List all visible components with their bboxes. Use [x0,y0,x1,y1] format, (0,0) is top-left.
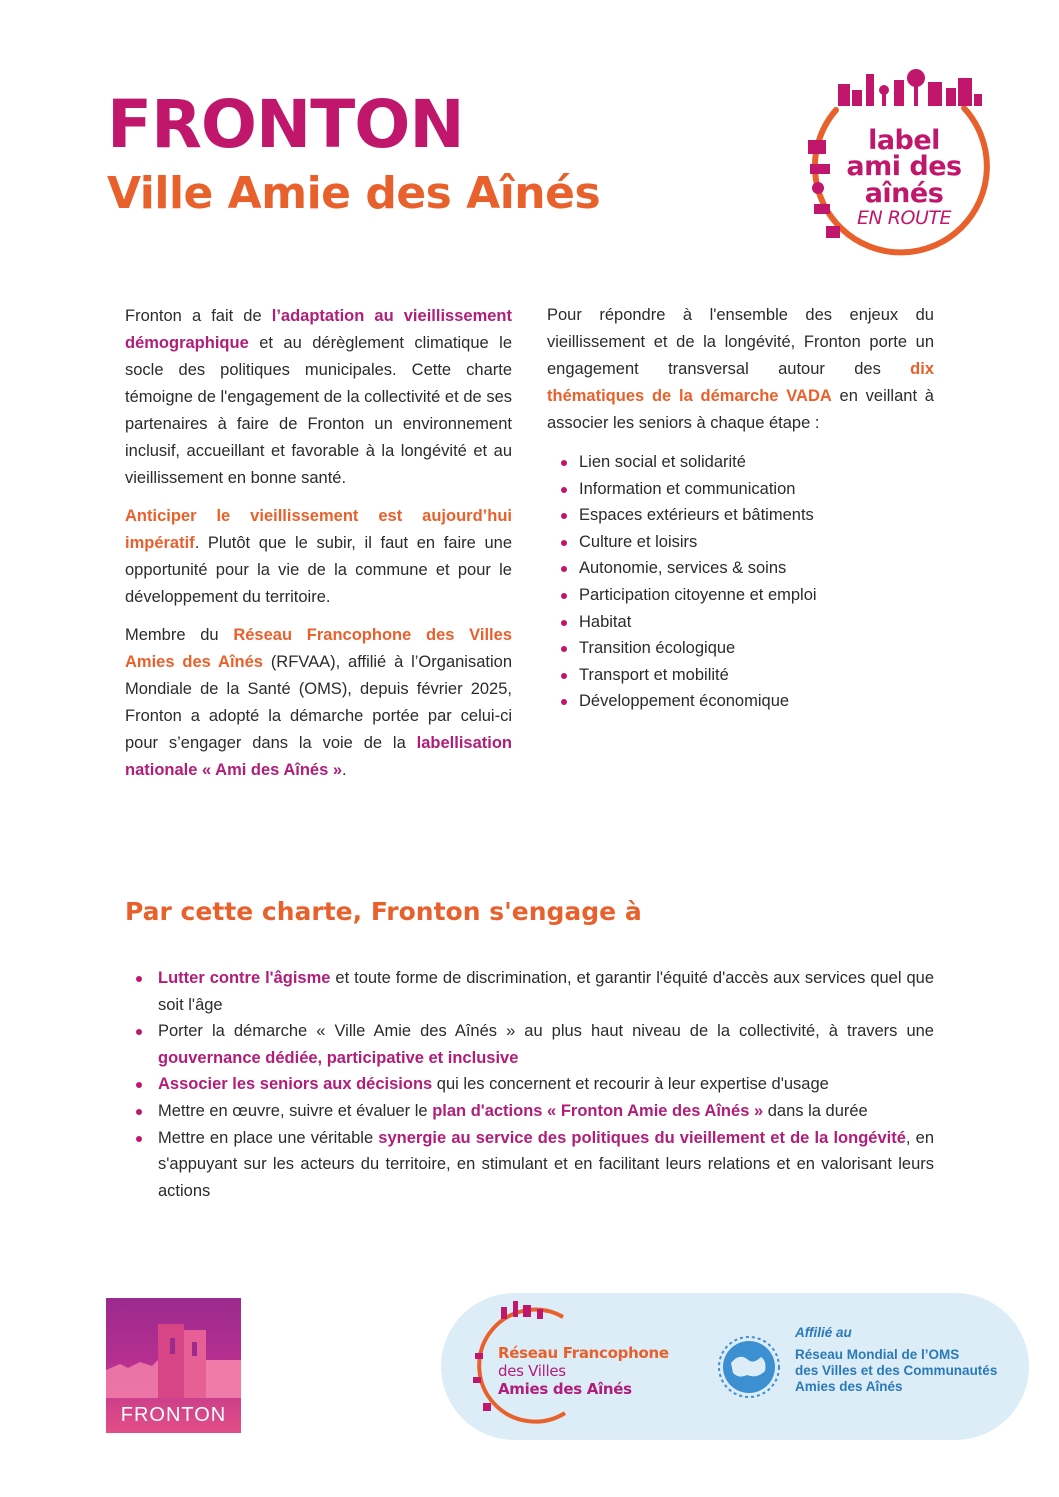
list-item: Porter la démarche « Ville Amie des Aînés » au plus haut niveau de la collectivité, à travers une gouvernance dédiée, participative et inclusive [158,1018,934,1071]
list-item: Mettre en œuvre, suivre et évaluer le plan d'actions « Fronton Amie des Aînés » dans la durée [158,1098,934,1125]
commitments-list [158,965,934,1204]
oms-network-name: Affilié au Réseau Mondial de l’OMS des Villes et des Communautés Amies des Aînés [795,1325,998,1394]
label-line: ami des [846,151,962,183]
highlight: Anticiper le vieillissement est aujourd’hui impératif [125,507,512,552]
section-title: Par cette charte, Fronton s'engage à [125,897,642,926]
highlight: labellisation nationale « Ami des Aînés » [125,734,512,779]
paragraph: Anticiper le vieillissement est aujourd’hui impératif. Plutôt que le subir, il faut en faire une opportunité pour la vie de la commune et pour le développement du territoire. [125,507,512,606]
page-title: FRONTON [107,86,464,163]
list-item: Autonomie, services & soins [547,555,934,582]
globe-icon [717,1335,781,1399]
list-item: Lutter contre l'âgisme et toute forme de discrimination, et garantir l'équité d'accès aux services quel que soit l'âge [158,965,934,1018]
list-item: Participation citoyenne et emploi [547,582,934,609]
paragraph: Membre du Réseau Francophone des Villes Amies des Aînés (RFVAA), affilié à l’Organisation Mondiale de la Santé (OMS), depuis février 2025, Fronton a adopté la démarche portée par celui-ci pour s’engager dans la voie de la labellisation nationale « Ami des Aînés ». [125,626,512,779]
list-item: Information et communication [547,476,934,503]
rfvaa-name: Réseau Francophone des Villes Amies des Aînés [498,1344,669,1398]
highlight: l’adaptation au vieillissement démographique [125,307,512,352]
list-item: Habitat [547,609,934,636]
label-en-route: EN ROUTE [857,207,951,230]
label-ami-des-aines-badge [796,60,996,270]
list-item: Associer les seniors aux décisions qui les concernent et recourir à leur expertise d'usage [158,1071,934,1098]
themes-list [547,449,934,715]
fronton-logo-text: FRONTON [120,1404,227,1426]
list-item: Espaces extérieurs et bâtiments [547,502,934,529]
intro-right-column [547,302,934,715]
list-item: Développement économique [547,688,934,715]
highlight: Réseau Francophone des Villes Amies des Aînés [125,626,512,671]
network-affiliation-panel [441,1293,1029,1440]
label-line: aînés [864,177,944,209]
label-text [834,125,974,230]
fronton-logo [106,1298,241,1433]
list-item: Culture et loisirs [547,529,934,556]
highlight: dix thématiques de la démarche VADA [547,360,934,405]
intro-left-column [125,303,512,795]
page-subtitle: Ville Amie des Aînés [107,168,601,219]
label-line: label [868,125,940,156]
paragraph: Pour répondre à l'ensemble des enjeux du vieillissement et de la longévité, Fronton porte un engagement transversal autour des dix thématiques de la démarche VADA en veillant à associer les seniors à chaque étape : [547,306,934,432]
list-item: Transport et mobilité [547,662,934,689]
list-item: Lien social et solidarité [547,449,934,476]
paragraph: Fronton a fait de l’adaptation au vieillissement démographique et au dérèglement climatique le socle des politiques municipales. Cette charte témoigne de l'engagement de la collectivité et de ses partenaires à faire de Fronton un environnement inclusif, accueillant et favorable à la longévité et au vieillissement en bonne santé. [125,307,512,487]
list-item: Transition écologique [547,635,934,662]
list-item: Mettre en place une véritable synergie au service des politiques du vieillement et de la longévité, en s'appuyant sur les acteurs du territoire, en stimulant et en facilitant leurs relations et en valorisant leurs actions [158,1125,934,1205]
